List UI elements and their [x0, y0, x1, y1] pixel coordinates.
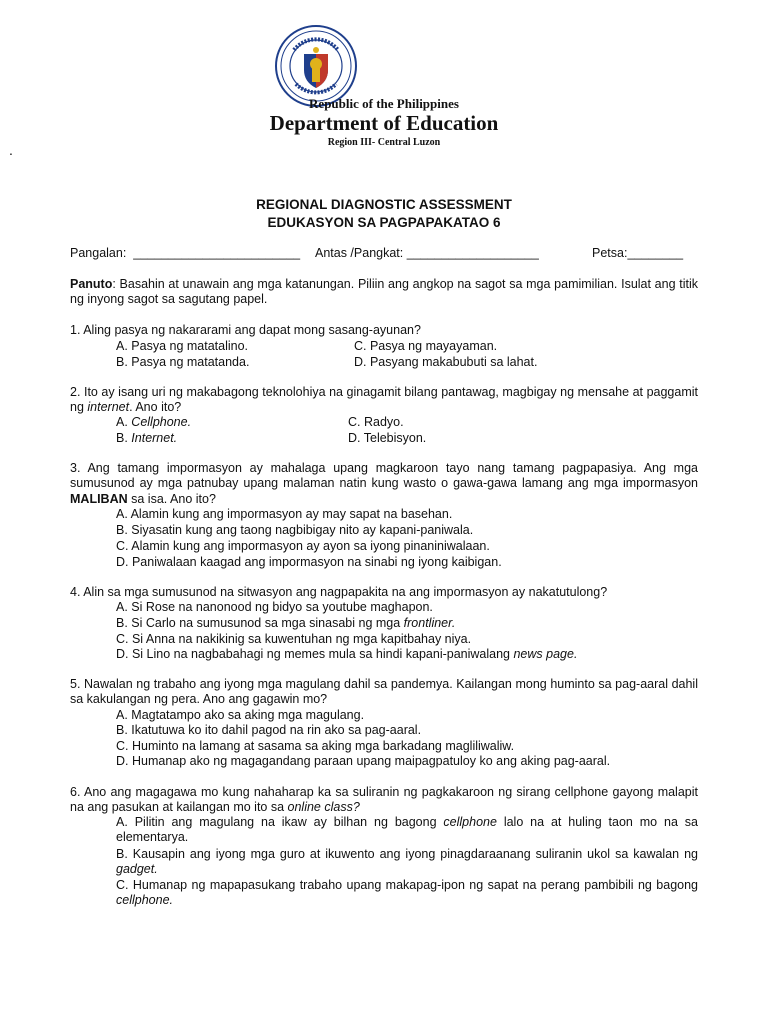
q1-option-d[interactable]: D. Pasyang makabubuti sa lahat.	[354, 355, 538, 369]
q6-option-a[interactable]: A. Pilitin ang magulang na ikaw ay bilhan ng bagong cellphone lalo na at huling taon mo na sa elementarya.	[116, 815, 698, 845]
name-field[interactable]: Pangalan: ________________________	[70, 246, 301, 260]
q6-option-b[interactable]: B. Kausapin ang iyong mga guro at ikuwento ang iyong pinagdaraanang suliranin ukol sa kawalan ng gadget.	[116, 847, 698, 877]
q3-option-b[interactable]: B. Siyasatin kung ang taong nagbibigay nito ay kapani-paniwala.	[116, 523, 474, 537]
question-1: 1. Aling pasya ng nakararami ang dapat mong sasang-ayunan?	[70, 323, 421, 337]
instructions-text: : Basahin at unawain ang mga katanungan. Piliin ang angkop na sagot sa mga pamimilian. Isulat ang titik ng inyong sagot sa sagutang papel.	[70, 277, 698, 307]
q3-option-a[interactable]: A. Alamin kung ang impormasyon ay may sapat na basehan.	[116, 507, 453, 521]
q2-option-b[interactable]: B. Internet.	[116, 431, 178, 445]
q3-option-c[interactable]: C. Alamin kung ang impormasyon ay ayon sa iyong pinaniniwalaan.	[116, 539, 490, 553]
q2-option-c[interactable]: C. Radyo.	[348, 415, 404, 429]
q4-option-d[interactable]: D. Si Lino na nagbabahagi ng memes mula sa hindi kapani-paniwalang news page.	[116, 647, 578, 661]
q6-option-c[interactable]: C. Humanap ng mapapasukang trabaho upang makapag-ipon ng sapat na perang pambibili ng bagong cellphone.	[116, 878, 698, 908]
q3-option-d[interactable]: D. Paniwalaan kaagad ang impormasyon na sinabi ng iyong kaibigan.	[116, 555, 502, 569]
instructions	[70, 277, 698, 308]
q1-option-a[interactable]: A. Pasya ng matatalino.	[116, 339, 249, 353]
q2-option-d[interactable]: D. Telebisyon.	[348, 431, 427, 445]
q4-option-c[interactable]: C. Si Anna na nakikinig sa kuwentuhan ng mga kapitbahay niya.	[116, 632, 472, 646]
q1-option-c[interactable]: C. Pasya ng mayayaman.	[354, 339, 498, 353]
student-info-line	[70, 246, 700, 262]
grade-section-field[interactable]: Antas /Pangkat: ___________________	[315, 246, 539, 260]
republic-heading: Republic of the Philippines	[309, 96, 459, 111]
q5-option-a[interactable]: A. Magtatampo ako sa aking mga magulang.	[116, 708, 365, 722]
question-3: 3. Ang tamang impormasyon ay mahalaga upang magkaroon tayo nang tamang pagpapasiya. Ang mga sumusunod ay mga patnubay upang malaman natin kung wasto o gawa-gawa lamang ang mga impormasyon MALIBAN sa isa. Ano ito?	[70, 461, 698, 506]
q5-option-c[interactable]: C. Huminto na lamang at sasama sa aking mga barkadang magliliwaliw.	[116, 739, 515, 753]
question-2: 2. Ito ay isang uri ng makabagong teknolohiya na ginagamit bilang pantawag, magbigay ng mensahe at paggamit ng internet. Ano ito?	[70, 385, 698, 415]
region-heading: Region III- Central Luzon	[327, 137, 441, 148]
stray-mark: .	[9, 142, 13, 158]
department-heading: Department of Education	[269, 111, 499, 135]
q1-option-b[interactable]: B. Pasya ng matatanda.	[116, 355, 250, 369]
instructions-label: Panuto	[70, 277, 113, 291]
q5-option-b[interactable]: B. Ikatutuwa ko ito dahil pagod na rin ako sa pag-aaral.	[116, 723, 422, 737]
date-field[interactable]: Petsa:________	[592, 246, 684, 260]
question-4: 4. Alin sa mga sumusunod na sitwasyon ang nagpapakita na ang impormasyon ay nakatutulong?	[70, 585, 608, 599]
assessment-title: REGIONAL DIAGNOSTIC ASSESSMENT	[256, 197, 512, 212]
q2-option-a[interactable]: A. Cellphone.	[116, 415, 192, 429]
q5-option-d[interactable]: D. Humanap ako ng magagandang paraan upang maipagpatuloy ko ang aking pag-aaral.	[116, 754, 611, 768]
question-6: 6. Ano ang magagawa mo kung nahaharap ka sa suliranin ng pagkakaroon ng sirang cellphone gayong malapit na ang pasukan at kailangan mo ito sa online class?	[70, 785, 698, 815]
q4-option-b[interactable]: B. Si Carlo na sumusunod sa mga sinasabi ng mga frontliner.	[116, 616, 456, 630]
question-5: 5. Nawalan ng trabaho ang iyong mga magulang dahil sa pandemya. Kailangan mong huminto sa pag-aaral dahil sa kakulangan ng pera. Ano ang gagawin mo?	[70, 677, 698, 707]
subject-title: EDUKASYON SA PAGPAPAKATAO 6	[267, 215, 501, 230]
q4-option-a[interactable]: A. Si Rose na nanonood ng bidyo sa youtube maghapon.	[116, 600, 433, 614]
